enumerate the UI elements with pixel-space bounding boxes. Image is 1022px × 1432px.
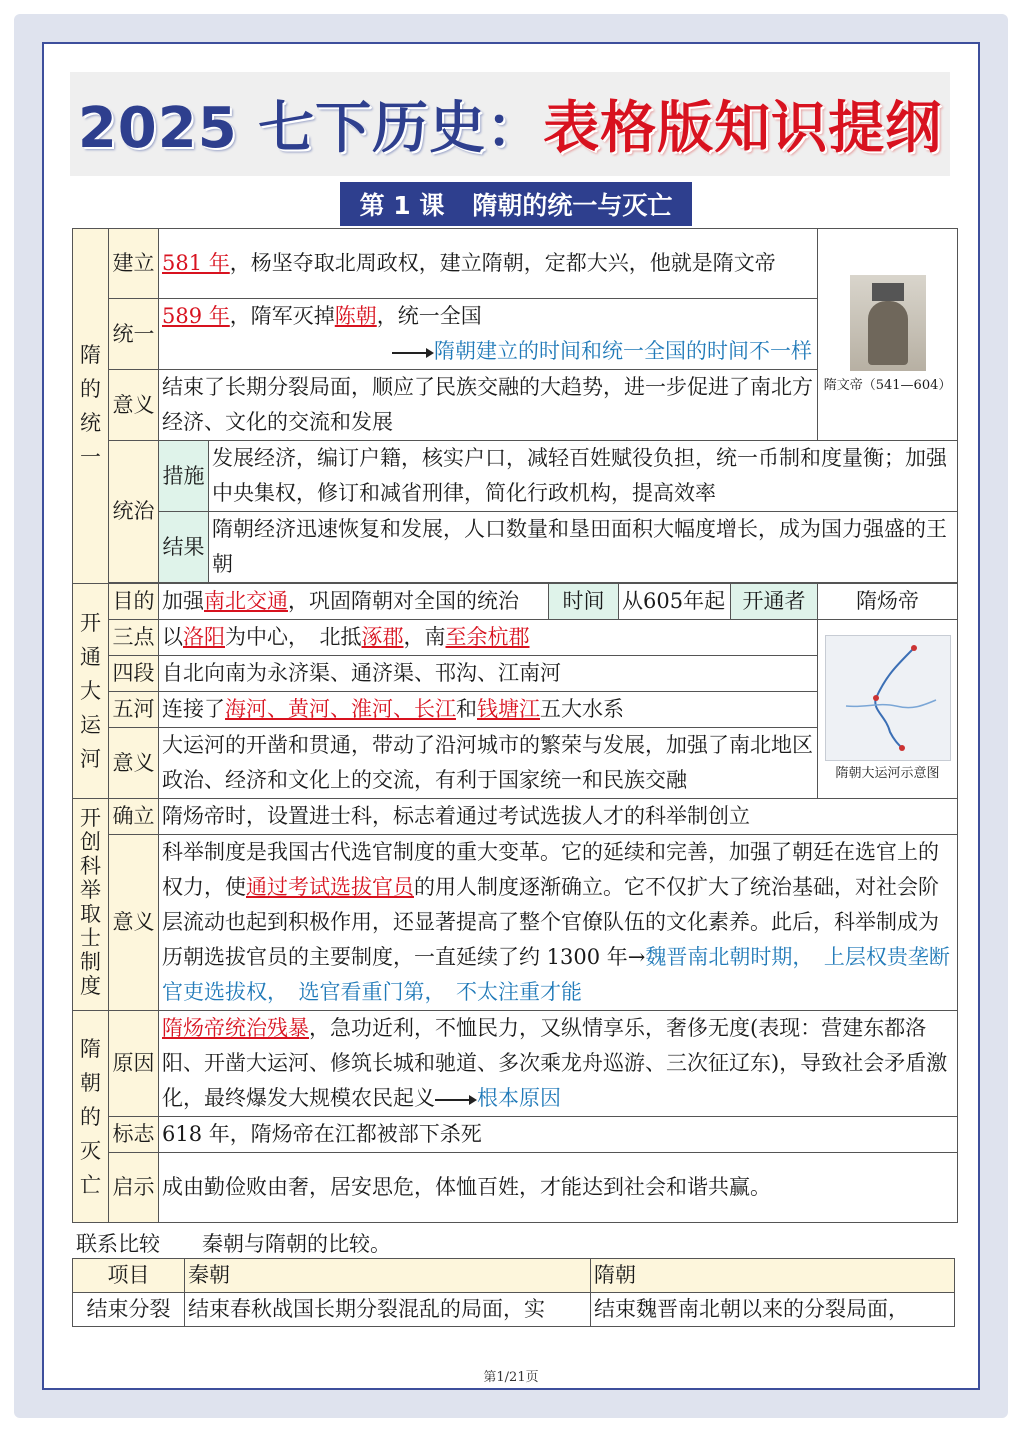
table-row [73,1293,955,1327]
text-yuanyin: 隋炀帝统治残暴，急功近利，不恤民力，又纵情享乐，奢侈无度(表现：营建东都洛阳、开凿大运河、修筑长城和驰道、多次乘龙舟巡游、三次征辽东)，导致社会矛盾激化，最终爆发大规模农民起义 根本原因 [159,1011,958,1117]
text-wuhe: 连接了海河、黄河、淮河、长江和钱塘江五大水系 [159,692,818,728]
text-queli: 隋炀帝时，设置进士科，标志着通过考试选拔人才的科举制创立 [159,799,958,835]
tongyi-note: 隋朝建立的时间和统一全国的时间不一样 [434,339,812,363]
row-yuanyin [73,1011,958,1117]
label-yiyi-2: 意义 [109,728,159,799]
section-canal-label: 开通大运河 [73,584,109,799]
title-left: 2025 七下历史： [77,96,544,161]
text-jieguo: 隋朝经济迅速恢复和发展，人口数量和垦田面积大幅度增长，成为国力强盛的王朝 [209,512,958,583]
page-title [70,72,950,176]
label-siduan: 四段 [109,656,159,692]
row-jianli [73,229,958,299]
label-tongzhi: 统治 [109,441,159,583]
comparison-header-row [73,1259,955,1293]
label-qishi: 启示 [109,1153,159,1223]
text-tongyi: 589 年，隋军灭掉陈朝，统一全国 隋朝建立的时间和统一全国的时间不一样 [159,299,818,370]
label-yiyi-3: 意义 [109,835,159,1011]
comparison-table [72,1258,955,1327]
lesson-number: 第 1 课 [359,191,445,220]
text-opener: 隋炀帝 [818,584,958,620]
section-fall-label: 隋朝的灭亡 [73,1011,109,1223]
canal-map-image [825,635,951,761]
row-queli [73,799,958,835]
row-sandian [73,620,958,656]
row-mudi [73,584,958,620]
text-yiyi-3: 科举制度是我国古代选官制度的重大变革。它的延续和完善，加强了朝廷在选官上的权力，使通过考试选拔官员的用人制度逐渐确立。它不仅扩大了统治基础，对社会阶层流动也起到积极作用，还显著提高了整个官僚队伍的文化素养。此后，科举制成为历朝选拔官员的主要制度，一直延续了约 1300 年→魏晋南北朝时期， 上层权贵垄断官吏选拔权， 选官看重门第， 不太注重才能 [159,835,958,1011]
row-jieguo [73,512,958,583]
comparison-cell-item: 结束分裂 [73,1293,185,1327]
text-qishi: 成由勤俭败由奢，居安思危，体恤百姓，才能达到社会和谐共赢。 [159,1153,958,1223]
label-biaozhi: 标志 [109,1117,159,1153]
label-sandian: 三点 [109,620,159,656]
comparison-cell-qin: 结束春秋战国长期分裂混乱的局面，实 [185,1293,591,1327]
label-opener: 开通者 [731,584,818,620]
section-unification-label: 隋的统一 [73,229,109,584]
label-tongyi: 统一 [109,299,159,370]
label-time: 时间 [549,584,619,620]
row-biaozhi [73,1117,958,1153]
comparison-header-qin: 秦朝 [185,1259,591,1293]
page-number: 第1/21页 [483,1370,539,1385]
section-keju-label: 开创科举取士制度 [73,799,109,1011]
comparison-header-item: 项目 [73,1259,185,1293]
title-right: 表格版知识提纲 [543,96,943,161]
portrait-cell [818,229,958,441]
map-cell [818,620,958,799]
comparison-cell-sui: 结束魏晋南北朝以来的分裂局面， [591,1293,955,1327]
portrait-caption: 隋文帝（541—604） [823,377,952,393]
label-yiyi-1: 意义 [109,370,159,441]
text-yiyi-1: 结束了长期分裂局面，顺应了民族交融的大趋势，进一步促进了南北方经济、文化的交流和发展 [159,370,818,441]
emperor-portrait-image [850,275,926,371]
text-cuoshi: 发展经济，编订户籍，核实户口，减轻百姓赋役负担，统一币制和度量衡；加强中央集权，修订和减省刑律，简化行政机构，提高效率 [209,441,958,512]
lesson-name: 隋朝的统一与灭亡 [472,191,673,220]
row-qishi [73,1153,958,1223]
row-cuoshi [73,441,958,512]
label-mudi: 目的 [109,584,159,620]
yuanyin-note: 根本原因 [477,1086,561,1110]
comparison-label: 联系比较 秦朝与隋朝的比较。 [76,1232,391,1256]
text-mudi: 加强南北交通，巩固隋朝对全国的统治 [159,584,549,620]
lesson-title [340,182,692,226]
row-yiyi-3 [73,835,958,1011]
text-jianli: 581 年，杨坚夺取北周政权，建立隋朝，定都大兴，他就是隋文帝 [159,229,818,299]
label-yuanyin: 原因 [109,1011,159,1117]
label-jianli: 建立 [109,229,159,299]
label-jieguo: 结果 [159,512,209,583]
comparison-header-sui: 隋朝 [591,1259,955,1293]
text-biaozhi: 618 年，隋炀帝在江都被部下杀死 [159,1117,958,1153]
text-siduan: 自北向南为永济渠、通济渠、邗沟、江南河 [159,656,818,692]
label-wuhe: 五河 [109,692,159,728]
label-queli: 确立 [109,799,159,835]
outline-table [72,228,958,1223]
label-cuoshi: 措施 [159,441,209,512]
map-caption: 隋朝大运河示意图 [835,766,940,781]
arrow-icon [392,352,432,354]
arrow-icon [435,1099,475,1101]
text-time: 从605年起 [619,584,731,620]
text-yiyi-2: 大运河的开凿和贯通，带动了沿河城市的繁荣与发展，加强了南北地区政治、经济和文化上的交流，有利于国家统一和民族交融 [159,728,818,799]
text-sandian: 以洛阳为中心， 北抵涿郡，南至余杭郡 [159,620,818,656]
